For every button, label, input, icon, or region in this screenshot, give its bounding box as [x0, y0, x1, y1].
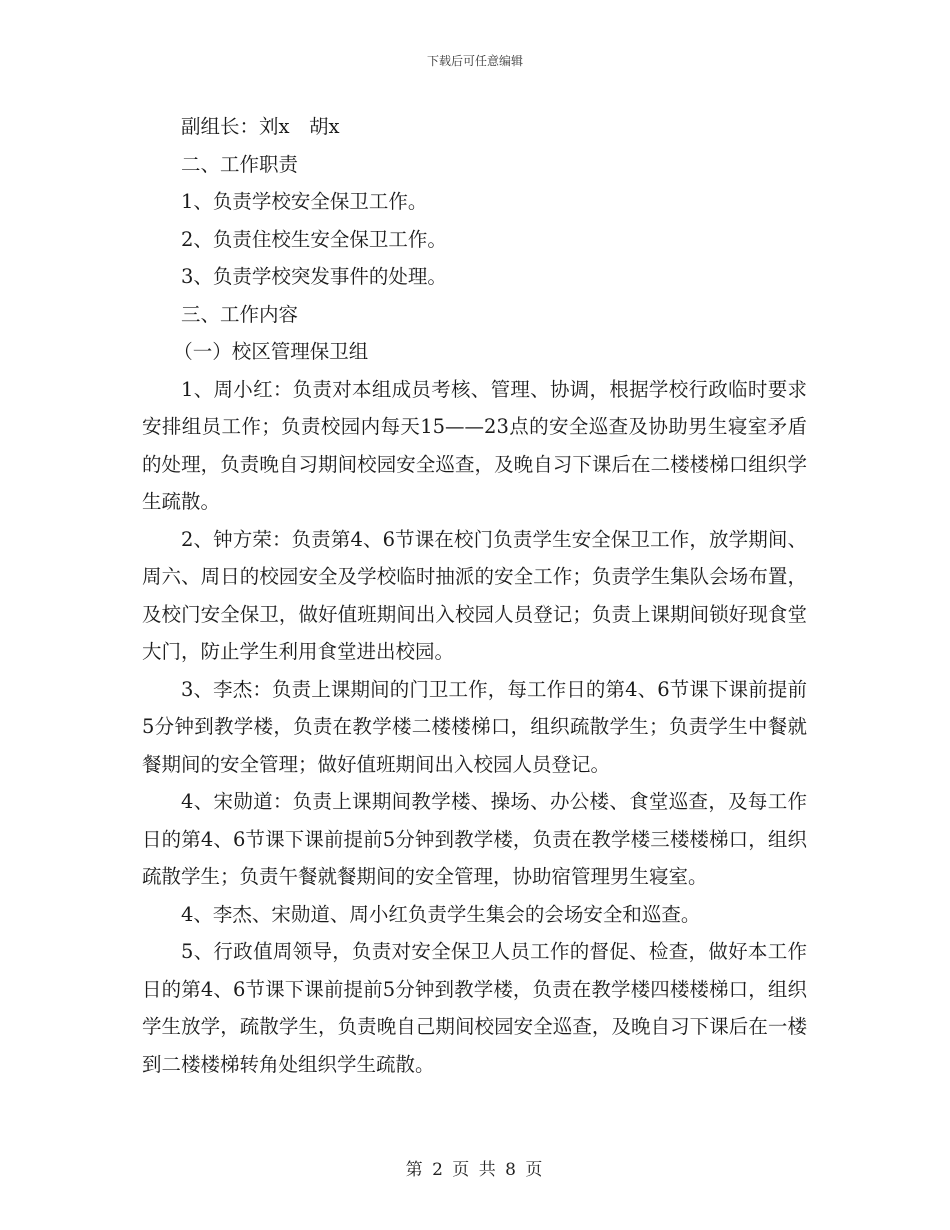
deputy-leader-line: 副组长：刘x 胡x	[181, 115, 340, 138]
content-item-3: 3、李杰：负责上课期间的门卫工作，每工作日的第4、6节课下课前提前5分钟到教学楼，负责在教学楼二楼楼梯口，组织疏散学生；负责学生中餐就餐期间的安全管理；做好值班期间出入校园人员登记。	[142, 677, 807, 776]
subsection-heading: （一）校区管理保卫组	[173, 340, 369, 363]
document-body	[142, 108, 807, 1083]
section-heading-content: 三、工作内容	[181, 302, 299, 326]
content-item-4b: 4、李杰、宋勋道、周小红负责学生集会的会场安全和巡查。	[181, 902, 701, 926]
duty-item-1: 1、负责学校安全保卫工作。	[181, 190, 428, 213]
section-heading-duties: 二、工作职责	[181, 152, 299, 176]
duty-item-3: 3、负责学校突发事件的处理。	[181, 265, 447, 288]
content-item-2: 2、钟方荣：负责第4、6节课在校门负责学生安全保卫工作，放学期间、周六、周日的校园安全及学校临时抽派的安全工作；负责学生集队会场布置，及校门安全保卫，做好值班期间出入校园人员登记；负责上课期间锁好现食堂大门，防止学生利用食堂进出校园。	[142, 527, 807, 663]
content-item-1: 1、周小红：负责对本组成员考核、管理、协调，根据学校行政临时要求安排组员工作；负责校园内每天15——23点的安全巡查及协助男生寝室矛盾的处理，负责晚自习期间校园安全巡查，及晚自习下课后在二楼楼梯口组织学生疏散。	[142, 377, 807, 513]
page-number-footer: 第 2 页 共 8 页	[405, 1160, 545, 1180]
content-item-4: 4、宋勋道：负责上课期间教学楼、操场、办公楼、食堂巡查，及每工作日的第4、6节课下课前提前5分钟到教学楼，负责在教学楼三楼楼梯口，组织疏散学生；负责午餐就餐期间的安全管理，协助宿管理男生寝室。	[142, 790, 807, 888]
duty-item-2: 2、负责住校生安全保卫工作。	[181, 227, 447, 251]
page-header-note: 下载后可任意编辑	[426, 54, 523, 68]
content-item-5: 5、行政值周领导，负责对安全保卫人员工作的督促、检查，做好本工作日的第4、6节课下课前提前5分钟到教学楼，负责在教学楼四楼楼梯口，组织学生放学，疏散学生，负责晚自己期间校园安全巡查，及晚自习下课后在一楼到二楼楼梯转角处组织学生疏散。	[142, 940, 807, 1076]
